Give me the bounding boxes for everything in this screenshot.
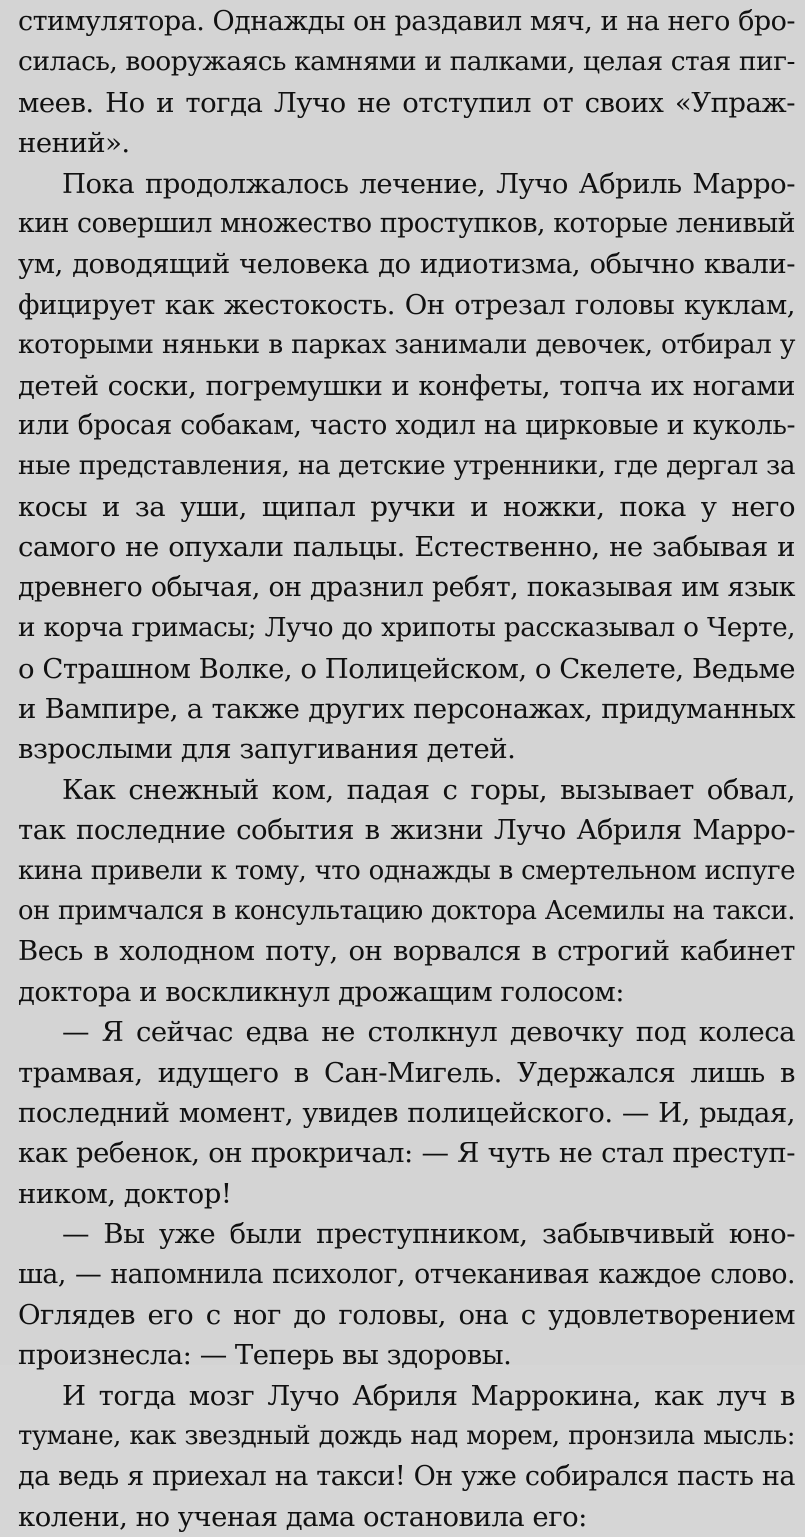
text-line: силась, вооружаясь камнями и палками, целая стая пиг- [18,46,795,78]
text-line: — Я сейчас едва не столкнул девочку под колеса [62,1016,795,1049]
text-line: произнесла: — Теперь вы здоровы. [18,1339,512,1372]
text-line: ные представления, на детские утренники, где дергал за [18,451,795,482]
text-line: колени, но ученая дама остановила его: [18,1501,587,1534]
text-line: Оглядев его с ног до головы, она с удовлетворением [18,1299,795,1331]
text-line: ша, — напомнила психолог, отчеканивая каждое слово. [18,1258,795,1290]
text-line: о Страшном Волке, о Полицейском, о Скелете, Ведьме [18,652,795,685]
text-line: нений». [18,127,130,160]
paragraph [18,1214,795,1376]
text-line: Пока продолжалось лечение, Лучо Абриль Марро- [62,167,795,200]
paragraph [18,2,795,164]
text-line: детей соски, погремушки и конфеты, топча их ногами [18,369,795,402]
text-line: И тогда мозг Лучо Абриля Маррокина, как луч в [62,1379,795,1412]
paragraph [18,1012,795,1214]
text-line: Как снежный ком, падая с горы, вызывает обвал, [62,773,795,806]
text-line: он примчался в консультацию доктора Асемилы на такси. [18,895,795,926]
paragraph [18,1376,795,1537]
text-line: кин совершил множество проступков, которые ленивый [18,208,795,240]
text-line: самого не опухали пальцы. Естественно, не забывая и [18,531,795,564]
paragraph [18,770,795,1012]
text-line: меев. Но и тогда Лучо не отступил от своих «Упраж- [18,86,795,119]
text-line: и корча гримасы; Лучо до хрипоты рассказывал о Черте, [18,613,795,644]
paragraph [18,164,795,770]
text-line: да ведь я приехал на такси! Он уже собирался пасть на [18,1460,795,1492]
text-line: трамвая, идущего в Сан-Мигель. Удержался лишь в [18,1056,795,1089]
text-line: доктора и воскликнул дрожащим голосом: [18,975,625,1008]
text-line: косы и за уши, щипал ручки и ножки, пока у него [18,490,795,523]
text-line: последний момент, увидев полицейского. — И, рыдая, [18,1096,795,1129]
text-line: так последние события в жизни Лучо Абриля Марро- [18,814,795,847]
text-line: и Вампире, а также других персонажах, придуманных [18,692,795,725]
text-line: тумане, как звездный дождь над морем, пронзила мысль: [18,1421,795,1452]
page-text-body [18,2,795,1537]
text-line: ум, доводящий человека до идиотизма, обычно квали- [18,248,795,281]
text-line: фицирует как жестокость. Он отрезал головы куклам, [18,288,795,321]
text-line: стимулятора. Однажды он раздавил мяч, и на него бро- [18,6,795,37]
text-line: Весь в холодном поту, он ворвался в строгий кабинет [18,935,795,968]
text-line: — Вы уже были преступником, забывчивый юно- [62,1218,795,1251]
text-line: или бросая собакам, часто ходил на цирковые и куколь- [18,410,795,442]
text-line: ником, доктор! [18,1177,232,1210]
text-line: как ребенок, он прокричал: — Я чуть не стал преступ- [18,1137,795,1170]
text-line: кина привели к тому, что однажды в смертельном испуге [18,855,795,886]
text-line: которыми няньки в парках занимали девочек, отбирал у [18,329,795,361]
text-line: взрослыми для запугивания детей. [18,733,516,766]
text-line: древнего обычая, он дразнил ребят, показывая им язык [18,571,795,603]
